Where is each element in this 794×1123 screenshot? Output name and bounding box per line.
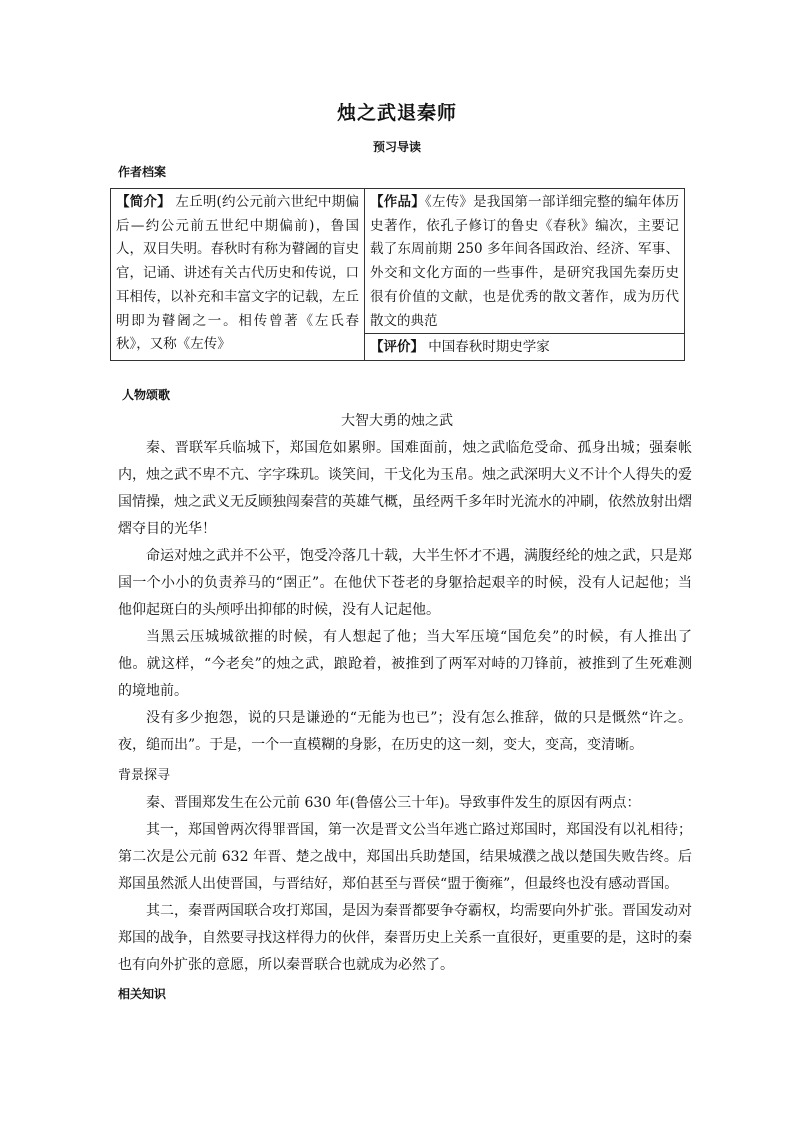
work-text: 《左传》是我国第一部详细完整的编年体历史著作，依孔子修订的鲁史《春秋》编次，主要记载了东周前期 250 多年间各国政治、经济、军事、外交和文化方面的一些事件，是研究我国先秦历史很有价值的文献，也是优秀的散文著作，成为历代散文的典范 bbox=[370, 194, 680, 329]
review-cell bbox=[365, 334, 685, 361]
essay-paragraph: 没有多少抱怨，说的只是谦逊的“无能为也已”；没有怎么推辞，做的只是慨然“许之。夜，缒而出”。于是，一个一直模糊的身影，在历史的这一刻，变大，变高，变清晰。 bbox=[118, 710, 692, 753]
author-info-table bbox=[110, 188, 685, 361]
background-paragraph: 秦、晋围郑发生在公元前 630 年(鲁僖公三十年)。导致事件发生的原因有两点： bbox=[146, 795, 641, 811]
essay-paragraph: 命运对烛之武并不公平，饱受冷落几十载，大半生怀才不遇，满腹经纶的烛之武，只是郑国一个小小的负责养马的“圉正”。在他伏下苍老的身躯拾起艰辛的时候，没有人记起他；当他仰起斑白的头颅呼出抑郁的时候，没有人记起他。 bbox=[118, 548, 692, 618]
page-title: 烛之武退秦师 bbox=[336, 102, 457, 124]
section-heading-people: 人物颂歌 bbox=[122, 388, 171, 402]
section-heading-knowledge: 相关知识 bbox=[118, 987, 167, 1001]
background-paragraph: 其一，郑国曾两次得罪晋国，第一次是晋文公当年逃亡路过郑国时，郑国没有以礼相待；第二次是公元前 632 年晋、楚之战中，郑国出兵助楚国，结果城濮之战以楚国失败告终。后郑国虽然派人出使晋国，与晋结好，郑伯甚至与晋侯“盟于衡雍”，但最终也没有感动晋国。 bbox=[118, 822, 692, 892]
background-paragraph: 其二，秦晋两国联合攻打郑国，是因为秦晋都要争夺霸权，均需要向外扩张。晋国发动对郑国的战争，自然要寻找这样得力的伙伴，秦晋历史上关系一直很好，更重要的是，这时的秦也有向外扩张的意愿，所以秦晋联合也就成为必然了。 bbox=[118, 903, 692, 973]
review-tag: 【评价】 bbox=[370, 339, 424, 356]
review-text: 中国春秋时期史学家 bbox=[424, 339, 550, 356]
page-subtitle: 预习导读 bbox=[372, 140, 421, 154]
essay-body bbox=[118, 435, 692, 759]
intro-text: 左丘明(约公元前六世纪中期偏后—约公元前五世纪中期偏前)，鲁国人，双目失明。春秋时有称为瞽阇的盲史官，记诵、讲述有关古代历史和传说，口耳相传，以补充和丰富文字的记载，左丘明即为瞽阇之一。相传曾著《左氏春秋》，又称《左传》 bbox=[116, 194, 359, 353]
background-body bbox=[118, 790, 692, 979]
work-tag: 【作品】 bbox=[370, 194, 425, 210]
intro-cell bbox=[111, 189, 365, 361]
essay-paragraph: 秦、晋联军兵临城下，郑国危如累卵。国难面前，烛之武临危受命、孤身出城；强秦帐内，烛之武不卑不亢、字字珠玑。谈笑间，干戈化为玉帛。烛之武深明大义不计个人得失的爱国情操，烛之武义无反顾独闯秦营的英雄气概，虽经两千多年时光流水的冲刷，依然放射出熠熠夺目的光华！ bbox=[118, 440, 692, 537]
section-heading-background: 背景探寻 bbox=[118, 768, 171, 783]
work-cell bbox=[365, 189, 685, 334]
essay-title: 大智大勇的烛之武 bbox=[341, 413, 453, 429]
essay-paragraph: 当黑云压城城欲摧的时候，有人想起了他；当大军压境“国危矣”的时候，有人推出了他。就这样，“今老矣”的烛之武，踉跄着，被推到了两军对峙的刀锋前，被推到了生死难测的境地前。 bbox=[118, 629, 692, 699]
intro-tag: 【简介】 bbox=[116, 194, 171, 210]
section-heading-author: 作者档案 bbox=[118, 165, 167, 179]
